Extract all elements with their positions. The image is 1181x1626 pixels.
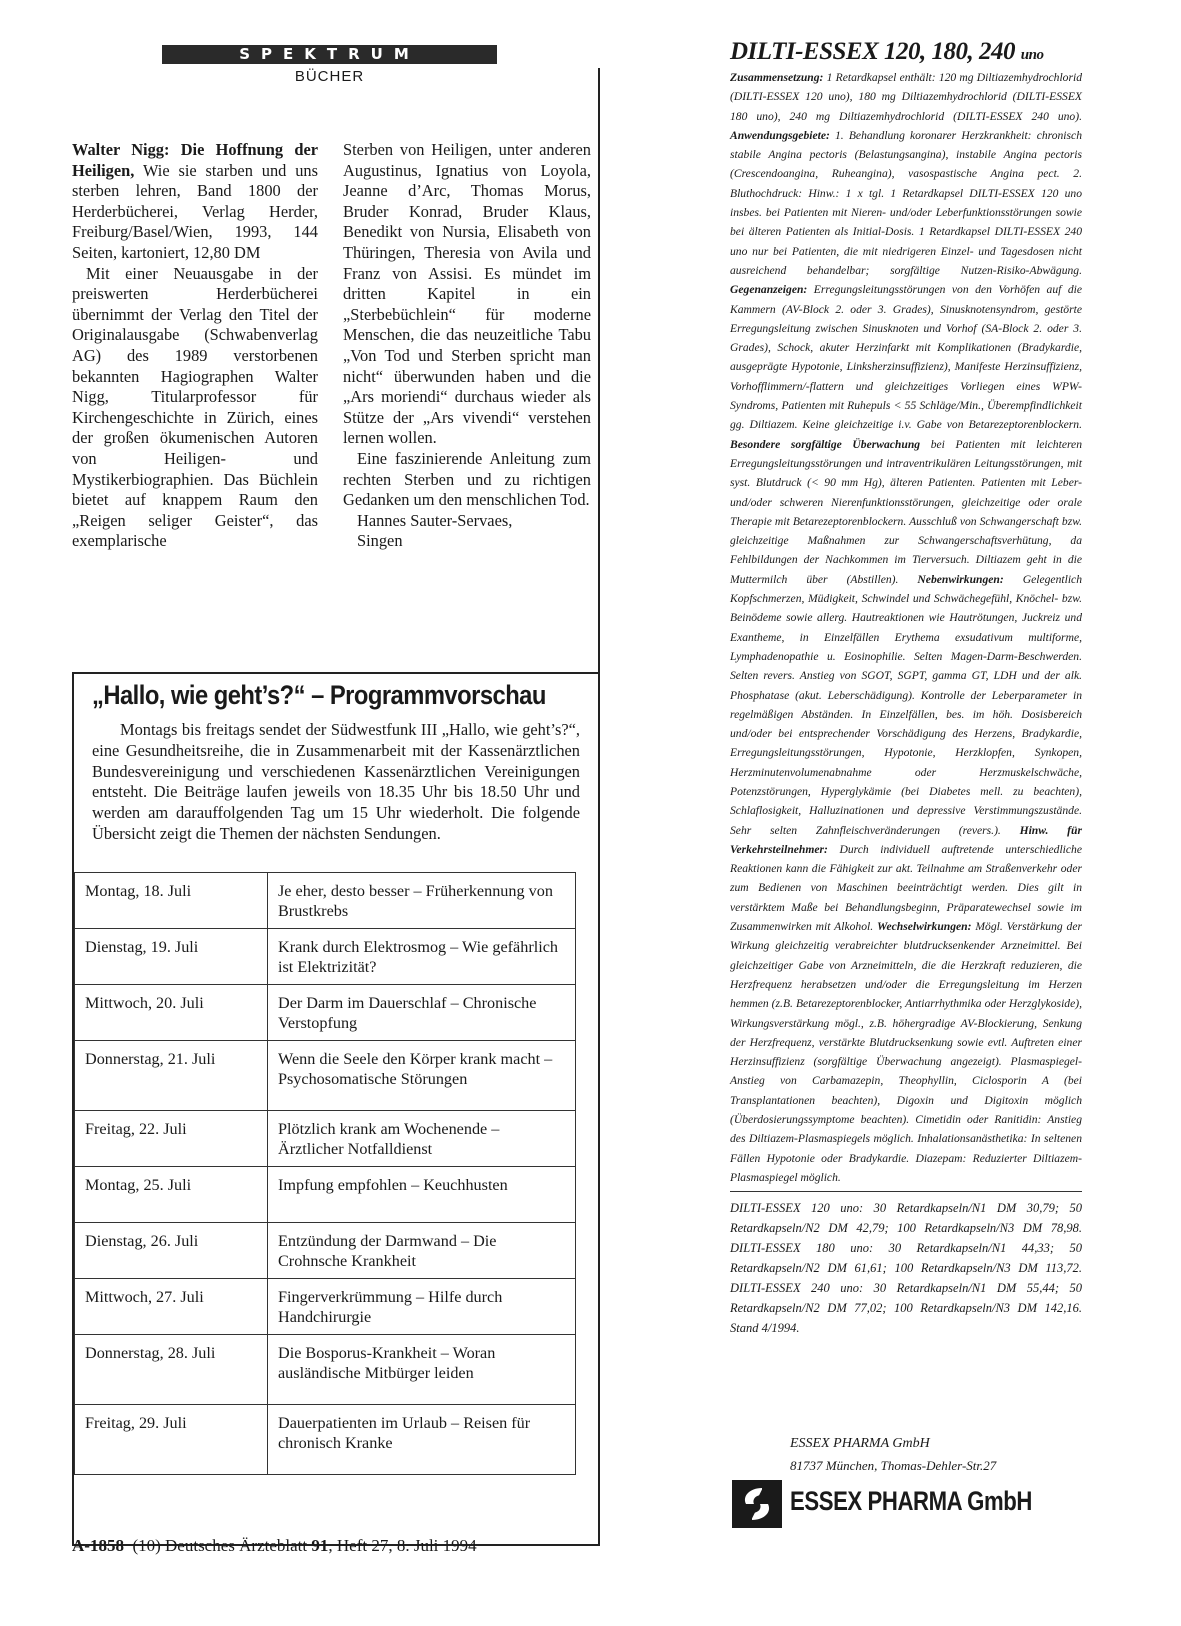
program-title: „Hallo, wie geht’s?“ – Programmvorschau (92, 680, 546, 710)
schedule-topic: Je eher, desto besser – Früherkennung von Brustkrebs (268, 873, 576, 929)
schedule-date: Montag, 25. Juli (75, 1167, 268, 1223)
schedule-topic: Krank durch Elektrosmog – Wie gefährlich ist Elektrizität? (268, 929, 576, 985)
schedule-row (75, 929, 576, 985)
review-paragraph-1: Mit einer Neuausgabe in der preiswerten Herderbücherei übernimmt der Verlag den Titel der Originalausgabe (Schwabenverlag AG) des 1989 verstorbenen bekannten Hagiographen Walter Nigg, Titularprofessor für Kirchengeschichte in Zürich, eines der großen ökumenischen Autoren von Heiligen- und Mystikerbiographien. Das Büchlein bietet auf knappem Raum den „Reigen seliger Geister“, das exemplarische (72, 263, 318, 551)
review-author: Hannes Sauter-Servaes, (357, 510, 513, 530)
drug-title-main: DILTI-ESSEX 120, 180, 240 (730, 38, 1016, 65)
text-special-monitoring: bei Patienten mit leichteren Erregungsleitungsstörungen und intraventrikulären Leitungsstörungen, mit syst. Blutdruck (< 90 mm Hg), älteren Patienten. Patienten mit Leber- und/oder schweren Nierenfunktionsstörungen, gleichzeitige oder orale Therapie mit Betarezeptorenblockern. Ausschluß von Schwangerschaft bzw. gleichzeitige Maßnahmen zur Schwangerschaftsverhütung, da Fehlbildungen der Nachkommen im Tierversuch. Diltiazem geht in die Muttermilch über (Abstillen). (730, 437, 1082, 586)
schedule-topic: Der Darm im Dauerschlaf – Chronische Verstopfung (268, 985, 576, 1041)
label-composition: Zusammensetzung: (730, 71, 824, 84)
schedule-topic: Fingerverkrümmung – Hilfe durch Handchirurgie (268, 1279, 576, 1335)
schedule-topic: Entzündung der Darmwand – Die Crohnsche Krankheit (268, 1223, 576, 1279)
label-contraindications: Gegenanzeigen: (730, 283, 808, 297)
drug-info-text (730, 68, 1082, 1192)
drug-title-suffix: uno (1020, 47, 1044, 63)
text-composition: 1 Retardkapsel enthält: 120 mg Diltiazemhydrochlorid (DILTI-ESSEX 120 uno), 180 mg Diltiazemhydrochlorid (DILTI-ESSEX 180 uno), 240 mg Diltiazemhydrochlorid (DILTI-ESSEX 240 uno). (730, 71, 1082, 123)
program-intro: Montags bis freitags sendet der Südwestfunk III „Hallo, wie geht’s?“, eine Gesundheitsreihe, die in Zusammenarbeit mit der Kassenärztlichen Bundesvereinigung und verschiedenen Kassenärztlichen Vereinigungen entsteht. Die Beiträge laufen jeweils von 18.35 Uhr bis 18.50 Uhr und werden am darauffolgenden Tag um 15 Uhr wiederholt. Die folgende Übersicht zeigt die Themen der nächsten Sendungen. (92, 720, 580, 843)
schedule-row (75, 1405, 576, 1475)
schedule-date: Freitag, 22. Juli (75, 1111, 268, 1167)
company-block (732, 1436, 1032, 1526)
schedule-date: Freitag, 29. Juli (75, 1405, 268, 1475)
schedule-topic: Dauerpatienten im Urlaub – Reisen für chronisch Kranke (268, 1405, 576, 1475)
schedule-row (75, 1041, 576, 1111)
review-bibliography: Wie sie starben und uns sterben lehren, Band 1800 der Herderbücherei, Verlag Herder, Freiburg/Basel/Wien, 1993, 144 Seiten, kartoniert, 12,80 DM (72, 160, 318, 262)
citation-issue: , Heft 27, 8. Juli 1994 (328, 1536, 477, 1555)
program-schedule-table (74, 872, 576, 1475)
review-title: Walter Nigg: Die Hoffnung der Heiligen, (72, 140, 318, 180)
schedule-row (75, 873, 576, 929)
review-column-right (343, 140, 591, 552)
label-interactions: Wechselwirkungen: (877, 920, 972, 934)
schedule-row (75, 1111, 576, 1167)
company-logo-icon (732, 1480, 782, 1528)
text-interactions: Mögl. Verstärkung der Wirkung gleichzeitig verabreichter blutdrucksenkender Arzneimittel. Bei gleichzeitiger Gabe von Arzneimitteln, die die Herzkraft reduzieren, die Herzfrequenz herabsetzen und/oder die Erregungsleitung im Herzen hemmen (z.B. Betarezeptorenblocker, Antiarrhythmika oder Herzglykoside), Wirkungsverstärkung mögl., z.B. höhergradige AV-Blockierung, Senkung der Herzfrequenz, verstärkte Blutdrucksenkung sowie evtl. Auftreten einer Herzinsuffizienz (sorgfältige Überwachung angezeigt). Plasmaspiegel-Anstieg von Carbamazepin, Theophyllin, Ciclosporin A (bei Transplantationen beachten), Digoxin und Digitoxin möglich (Überdosierungssymptome beachten). Cimetidin oder Ranitidin: Anstieg des Diltiazem-Plasmaspiegels möglich. Inhalationsanästhetika: In seltenen Fällen Hypotonie oder Bradykardie. Diazepam: Reduzierter Diltiazem-Plasmaspiegel möglich. (730, 920, 1082, 1184)
schedule-date: Dienstag, 19. Juli (75, 929, 268, 985)
schedule-row (75, 1223, 576, 1279)
subsection-header: BÜCHER (294, 68, 365, 85)
column-divider (598, 68, 600, 672)
drug-title (730, 38, 1082, 66)
schedule-topic: Plötzlich krank am Wochenende – Ärztlicher Notfalldienst (268, 1111, 576, 1167)
text-side-effects: Gelegentlich Kopfschmerzen, Müdigkeit, Schwindel und Schwächegefühl, Knöchel- bzw. Beinödeme sowie allerg. Hautreaktionen wie Hautrötungen, Juckreiz und Exantheme, in Einzelfällen Erythema exsudativum multiforme, Lymphadenopathie u. Eosinophilie. Selten Magen-Darm-Beschwerden. Selten revers. Anstieg von SGOT, SGPT, gamma GT, LDH und der alk. Phosphatase (akut. Leberschädigung). Kontrolle der Leberparameter in regelmäßigen Abständen. In Einzelfällen, bes. im höh. Dosisbereich und/oder bei entsprechender Vorschädigung des Herzens, Bradykardie, Erregungsleitungsstörungen, Hypotonie, Herzklopfen, Synkopen, Herzminutenvolumenabnahme oder Herzmuskelschwäche, Potenzstörungen, Hyperglykämie (bei Diabetes mell. zu beachten), Schlaflosigkeit, Halluzinationen und depressive Verstimmungszustände. Sehr selten Zahnfleischveränderungen (revers.). (730, 572, 1082, 837)
review-place: Singen (357, 531, 403, 551)
label-side-effects: Nebenwirkungen: (917, 572, 1004, 586)
label-driver-notice: Hinw. für Verkehrsteilnehmer: (730, 823, 1082, 856)
review-column-left (72, 140, 318, 552)
review-paragraph-3: Eine faszinierende Anleitung zum rechten Sterben und zu richtigen Gedanken um den menschlichen Tod. (343, 448, 591, 510)
drug-info-column (730, 38, 1082, 1338)
schedule-row (75, 1167, 576, 1223)
schedule-date: Donnerstag, 21. Juli (75, 1041, 268, 1111)
schedule-topic: Impfung empfohlen – Keuchhusten (268, 1167, 576, 1223)
review-paragraph-2: Sterben von Heiligen, unter anderen Augustinus, Ignatius von Loyola, Jeanne d’Arc, Thomas Morus, Bruder Konrad, Bruder Klaus, Benedikt von Nursia, Elisabeth von Thüringen, Theresia von Avila und Franz von Assisi. Es mündet im dritten Kapitel in ein „Sterbebüchlein“ für moderne Menschen, die das neuzeitliche Tabu „Von Tod und Sterben spricht man nicht“ überwunden haben und die „Ars moriendi“ durchaus wieder als Stütze der „Ars vivendi“ verstehen lernen wollen. (343, 140, 591, 448)
company-name-small: ESSEX PHARMA GmbH (790, 1436, 930, 1451)
schedule-date: Mittwoch, 27. Juli (75, 1279, 268, 1335)
drug-prices: DILTI-ESSEX 120 uno: 30 Retardkapseln/N1 DM 30,79; 50 Retardkapseln/N2 DM 42,79; 100 Retardkapseln/N3 DM 78,98. DILTI-ESSEX 180 uno: 30 Retardkapseln/N1 44,33; 50 Retardkapseln/N2 DM 61,61; 100 Retardkapseln/N3 DM 113,72. DILTI-ESSEX 240 uno: 30 Retardkapseln/N1 DM 55,44; 50 Retardkapseln/N2 DM 77,02; 100 Retardkapseln/N3 DM 142,16. Stand 4/1994. (730, 1201, 1082, 1336)
review-heading (72, 140, 318, 264)
schedule-row (75, 1279, 576, 1335)
citation-volume: 91 (311, 1536, 329, 1555)
schedule-date: Montag, 18. Juli (75, 873, 268, 929)
schedule-date: Mittwoch, 20. Juli (75, 985, 268, 1041)
label-indications: Anwendungsgebiete: (730, 128, 830, 142)
text-contraindications: Erregungsleitungsstörungen von den Vorhöfen auf die Kammern (AV-Block 2. oder 3. Grades), Sinusknotensyndrom, gestörte Erregungsleitung zwischen Sinusknoten und Vorhof (SA-Block 2. oder 3. Grades), Schock, akuter Herzinfarkt mit Komplikationen (Bradykardie, ausgeprägte Hypotonie, Linksherzinsuffizienz), Manifeste Herzinsuffizienz, Vorhofflimmern/-flattern und gleichzeitiges Vorliegen eines WPW-Syndroms, Patienten mit Ruhepuls < 55 Schläge/Min., Überempfindlichkeit gg. Diltiazem. Keine gleichzeitige i.v. Gabe von Betarezeptorenblockern. (730, 283, 1082, 432)
company-address: 81737 München, Thomas-Dehler-Str.27 (790, 1458, 997, 1473)
schedule-row (75, 1335, 576, 1405)
schedule-row (75, 985, 576, 1041)
text-indications: 1. Behandlung koronarer Herzkrankheit: chronisch stabile Angina pectoris (Belastungsangina), instabile Angina pectoris (Crescendoangina, Ruheangina), vasospastische Angina pect. 2. Bluthochdruck: Hinw.: 1 x tgl. 1 Retardkapsel DILTI-ESSEX 120 uno insbes. bei Patienten mit Nieren- und/oder Leberfunktionsstörungen sowie bei älteren Patienten als Initial-Dosis. 1 Retardkapsel DILTI-ESSEX 240 uno nur bei Patienten, die mit niedrigeren Einzel- und Tagesdosen nicht ausreichend behandelbar; sorgfältige Nutzen-Risiko-Abwägung. (730, 128, 1082, 277)
page-number: A-1858 (72, 1536, 124, 1555)
label-special-monitoring: Besondere sorgfältige Überwachung (730, 437, 921, 451)
schedule-topic: Die Bosporus-Krankheit – Woran ausländische Mitbürger leiden (268, 1335, 576, 1405)
schedule-date: Donnerstag, 28. Juli (75, 1335, 268, 1405)
section-header: SPEKTRUM (162, 45, 497, 64)
company-name-logo: ESSEX PHARMA GmbH (790, 1486, 1032, 1516)
text-driver-notice: Durch individuell auftretende unterschiedliche Reaktionen kann die Fähigkeit zur akt. Teilnahme am Straßenverkehr oder zum Bedienen von Maschinen beeinträchtigt werden. Dies gilt in verstärktem Maße bei Behandlungsbeginn, Präparatewechsel sowie im Zusammenwirken mit Alkohol. (730, 842, 1082, 934)
schedule-topic: Wenn die Seele den Körper krank macht – Psychosomatische Störungen (268, 1041, 576, 1111)
page-footer (72, 1536, 477, 1556)
schedule-date: Dienstag, 26. Juli (75, 1223, 268, 1279)
citation-journal: (10) Deutsches Ärzteblatt (132, 1536, 312, 1555)
